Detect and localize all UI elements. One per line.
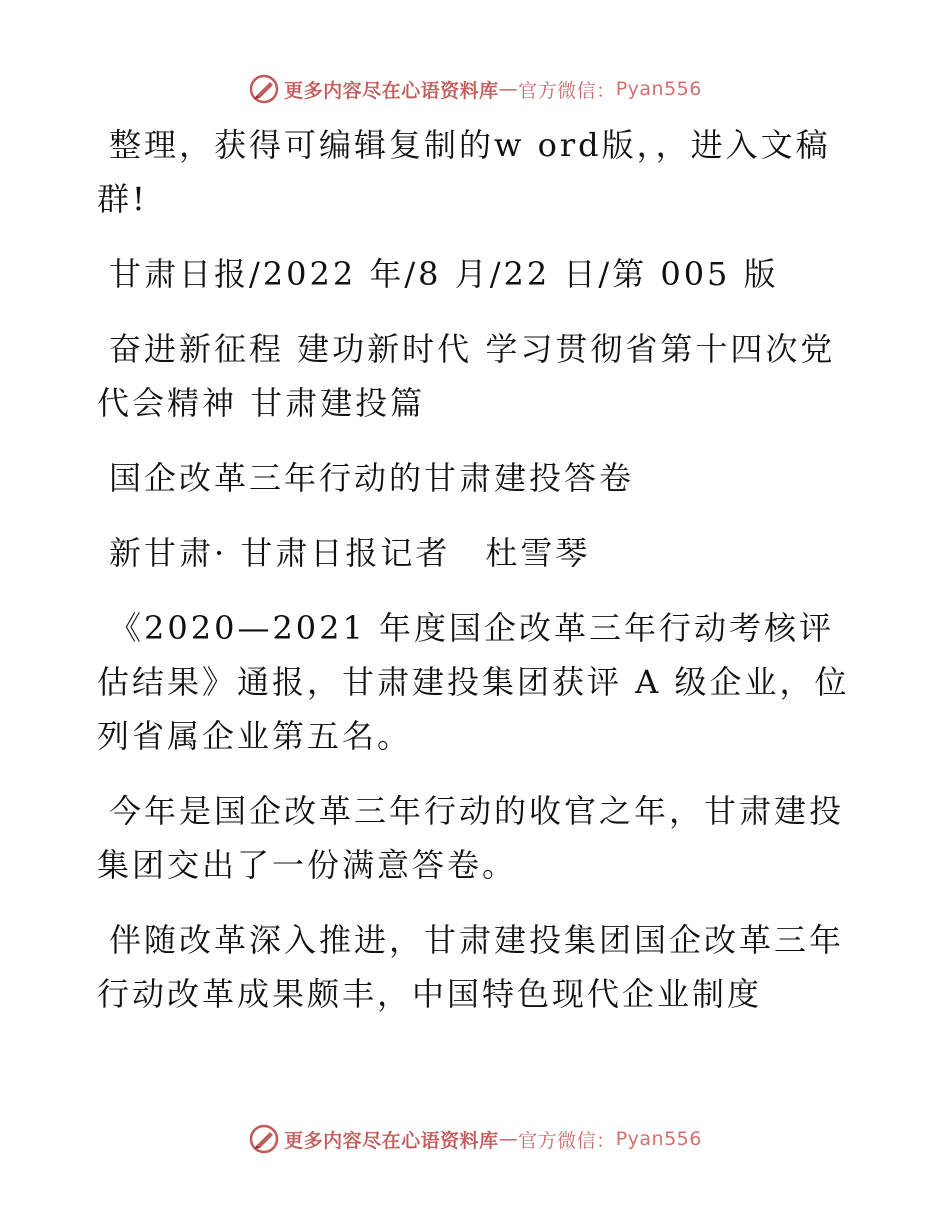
banner-wechat-id: Pyan556 — [615, 1128, 702, 1150]
banner-wechat-label: 官方微信： — [518, 1129, 616, 1152]
paragraph-source: 甘肃日报/2022 年/8 月/22 日/第 005 版 — [109, 255, 779, 293]
banner-dash: — — [498, 1128, 519, 1150]
banner-wechat-id: Pyan556 — [615, 78, 702, 100]
banner-main-text: 更多内容尽在心语资料库 — [284, 1129, 499, 1152]
paragraph-byline: 新甘肃· 甘肃日报记者 杜雪琴 — [109, 534, 591, 572]
header-banner — [0, 72, 950, 106]
pen-logo-icon — [248, 1123, 280, 1155]
document-body — [97, 118, 857, 1042]
paragraph-body-2: 今年是国企改革三年行动的收官之年，甘肃建投集团交出了一份满意答卷。 — [97, 792, 845, 884]
pen-logo-icon — [248, 73, 280, 105]
footer-banner — [0, 1122, 950, 1156]
paragraph-intro: 整理，获得可编辑复制的w ord版，，进入文稿群! — [97, 126, 831, 218]
banner-wechat-label: 官方微信： — [518, 79, 616, 102]
banner-dash: — — [498, 78, 519, 100]
paragraph-body-3: 伴随改革深入推进，甘肃建投集团国企改革三年行动改革成果颇丰，中国特色现代企业制度 — [97, 921, 845, 1013]
banner-main-text: 更多内容尽在心语资料库 — [284, 79, 499, 102]
paragraph-article-title: 国企改革三年行动的甘肃建投答卷 — [109, 459, 635, 497]
paragraph-column-title: 奋进新征程 建功新时代 学习贯彻省第十四次党代会精神 甘肃建投篇 — [97, 330, 836, 422]
paragraph-body-1: 《2020—2021 年度国企改革三年行动考核评估结果》通报，甘肃建投集团获评 A 级企业，位列省属企业第五名。 — [97, 609, 850, 755]
